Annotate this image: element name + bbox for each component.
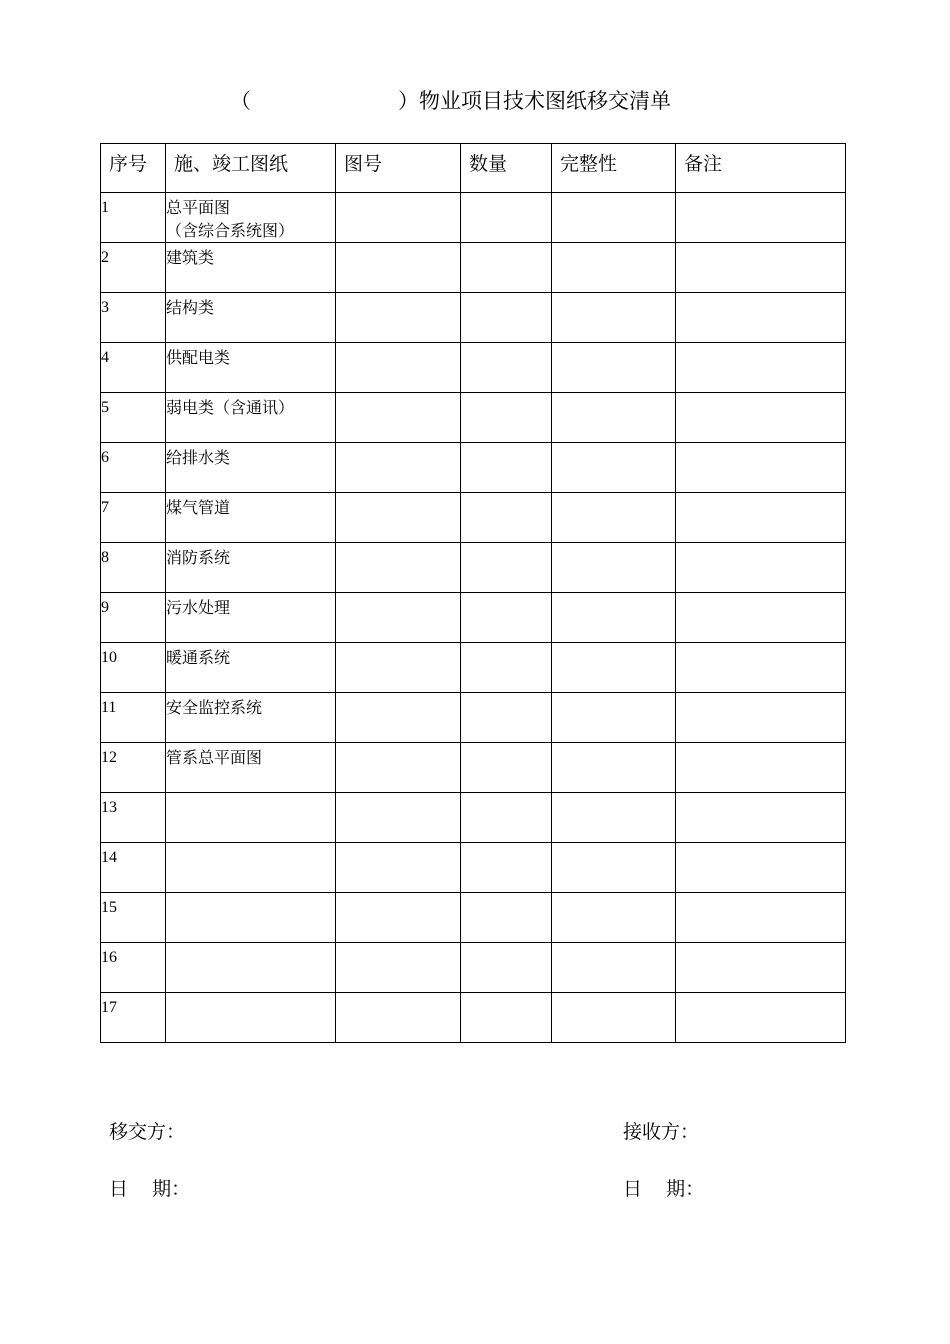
row-quantity[interactable] (461, 193, 552, 243)
header-drawing-name: 施、竣工图纸 (166, 144, 336, 193)
row-seq: 15 (101, 893, 166, 943)
row-quantity[interactable] (461, 693, 552, 743)
row-seq: 1 (101, 193, 166, 243)
table-row (101, 693, 846, 743)
row-drawing-name: 给排水类 (166, 443, 336, 493)
row-completeness[interactable] (552, 743, 676, 793)
table-row (101, 193, 846, 243)
table-row (101, 643, 846, 693)
row-completeness[interactable] (552, 493, 676, 543)
row-completeness[interactable] (552, 943, 676, 993)
row-quantity[interactable] (461, 993, 552, 1043)
row-drawing-name: 消防系统 (166, 543, 336, 593)
row-seq: 13 (101, 793, 166, 843)
handover-date-label: 日 期： (109, 1178, 191, 1200)
row-remarks[interactable] (676, 243, 846, 293)
row-remarks[interactable] (676, 743, 846, 793)
row-quantity[interactable] (461, 443, 552, 493)
row-quantity[interactable] (461, 393, 552, 443)
table-body (101, 193, 846, 1043)
row-quantity[interactable] (461, 243, 552, 293)
row-completeness[interactable] (552, 243, 676, 293)
row-seq: 5 (101, 393, 166, 443)
row-drawing-number[interactable] (336, 793, 461, 843)
row-completeness[interactable] (552, 343, 676, 393)
row-seq: 16 (101, 943, 166, 993)
row-quantity[interactable] (461, 893, 552, 943)
row-drawing-number[interactable] (336, 843, 461, 893)
row-completeness[interactable] (552, 643, 676, 693)
row-seq: 11 (101, 693, 166, 743)
row-drawing-name: 安全监控系统 (166, 693, 336, 743)
row-quantity[interactable] (461, 293, 552, 343)
row-drawing-name (166, 893, 336, 943)
receiver-party-label: 接收方： (623, 1121, 700, 1143)
row-remarks[interactable] (676, 643, 846, 693)
row-remarks[interactable] (676, 443, 846, 493)
row-quantity[interactable] (461, 943, 552, 993)
header-seq: 序号 (101, 144, 166, 193)
row-drawing-name (166, 993, 336, 1043)
row-remarks[interactable] (676, 793, 846, 843)
row-seq: 3 (101, 293, 166, 343)
row-seq: 8 (101, 543, 166, 593)
row-drawing-number[interactable] (336, 893, 461, 943)
row-completeness[interactable] (552, 843, 676, 893)
table-row (101, 393, 846, 443)
header-drawing-number: 图号 (336, 144, 461, 193)
table-row (101, 993, 846, 1043)
row-remarks[interactable] (676, 343, 846, 393)
row-remarks[interactable] (676, 943, 846, 993)
row-drawing-number[interactable] (336, 493, 461, 543)
row-drawing-name: 暖通系统 (166, 643, 336, 693)
handover-party-label: 移交方： (109, 1121, 186, 1143)
row-remarks[interactable] (676, 393, 846, 443)
row-quantity[interactable] (461, 543, 552, 593)
table-row (101, 743, 846, 793)
row-seq: 12 (101, 743, 166, 793)
table-row (101, 843, 846, 893)
row-seq: 6 (101, 443, 166, 493)
table-row (101, 593, 846, 643)
row-drawing-name (166, 793, 336, 843)
row-drawing-name: 弱电类（含通讯） (166, 393, 336, 443)
row-seq: 7 (101, 493, 166, 543)
row-drawing-name: 结构类 (166, 293, 336, 343)
table-row (101, 293, 846, 343)
row-drawing-number[interactable] (336, 993, 461, 1043)
row-drawing-number[interactable] (336, 543, 461, 593)
row-seq: 10 (101, 643, 166, 693)
row-quantity[interactable] (461, 593, 552, 643)
row-quantity[interactable] (461, 343, 552, 393)
row-drawing-number[interactable] (336, 743, 461, 793)
title-text: ）物业项目技术图纸移交清单 (398, 89, 671, 113)
row-quantity[interactable] (461, 493, 552, 543)
table-row (101, 493, 846, 543)
row-drawing-number[interactable] (336, 593, 461, 643)
row-quantity[interactable] (461, 793, 552, 843)
table-header-row (101, 144, 846, 193)
row-completeness[interactable] (552, 443, 676, 493)
row-drawing-number[interactable] (336, 943, 461, 993)
header-completeness: 完整性 (552, 144, 676, 193)
row-drawing-number[interactable] (336, 643, 461, 693)
row-drawing-number[interactable] (336, 193, 461, 243)
row-drawing-number[interactable] (336, 693, 461, 743)
header-quantity: 数量 (461, 144, 552, 193)
row-completeness[interactable] (552, 393, 676, 443)
header-remarks: 备注 (676, 144, 846, 193)
row-remarks[interactable] (676, 593, 846, 643)
row-seq: 17 (101, 993, 166, 1043)
row-completeness[interactable] (552, 193, 676, 243)
row-completeness[interactable] (552, 993, 676, 1043)
row-drawing-name: 建筑类 (166, 243, 336, 293)
row-completeness[interactable] (552, 893, 676, 943)
title-open-paren: （ (230, 89, 251, 113)
row-drawing-name: 管系总平面图 (166, 743, 336, 793)
table-row (101, 893, 846, 943)
row-drawing-name (166, 943, 336, 993)
receiver-date-label: 日 期： (623, 1178, 705, 1200)
row-drawing-name: 总平面图 （含综合系统图） (166, 193, 336, 243)
row-drawing-number[interactable] (336, 343, 461, 393)
table-row (101, 543, 846, 593)
table-row (101, 793, 846, 843)
row-completeness[interactable] (552, 543, 676, 593)
table-row (101, 943, 846, 993)
table-row (101, 343, 846, 393)
table-row (101, 243, 846, 293)
row-quantity[interactable] (461, 843, 552, 893)
row-completeness[interactable] (552, 593, 676, 643)
row-remarks[interactable] (676, 193, 846, 243)
row-drawing-name (166, 843, 336, 893)
row-drawing-number[interactable] (336, 243, 461, 293)
row-seq: 2 (101, 243, 166, 293)
row-remarks[interactable] (676, 843, 846, 893)
row-quantity[interactable] (461, 643, 552, 693)
row-seq: 14 (101, 843, 166, 893)
row-completeness[interactable] (552, 793, 676, 843)
row-drawing-name: 煤气管道 (166, 493, 336, 543)
document-title (0, 85, 950, 117)
row-remarks[interactable] (676, 893, 846, 943)
row-drawing-number[interactable] (336, 393, 461, 443)
row-quantity[interactable] (461, 743, 552, 793)
row-drawing-number[interactable] (336, 443, 461, 493)
row-remarks[interactable] (676, 293, 846, 343)
row-remarks[interactable] (676, 993, 846, 1043)
table-row (101, 443, 846, 493)
row-drawing-name: 污水处理 (166, 593, 336, 643)
row-remarks[interactable] (676, 693, 846, 743)
row-remarks[interactable] (676, 493, 846, 543)
row-completeness[interactable] (552, 693, 676, 743)
row-completeness[interactable] (552, 293, 676, 343)
row-remarks[interactable] (676, 543, 846, 593)
row-seq: 4 (101, 343, 166, 393)
drawings-handover-table (100, 143, 846, 1043)
row-seq: 9 (101, 593, 166, 643)
row-drawing-name: 供配电类 (166, 343, 336, 393)
row-drawing-number[interactable] (336, 293, 461, 343)
